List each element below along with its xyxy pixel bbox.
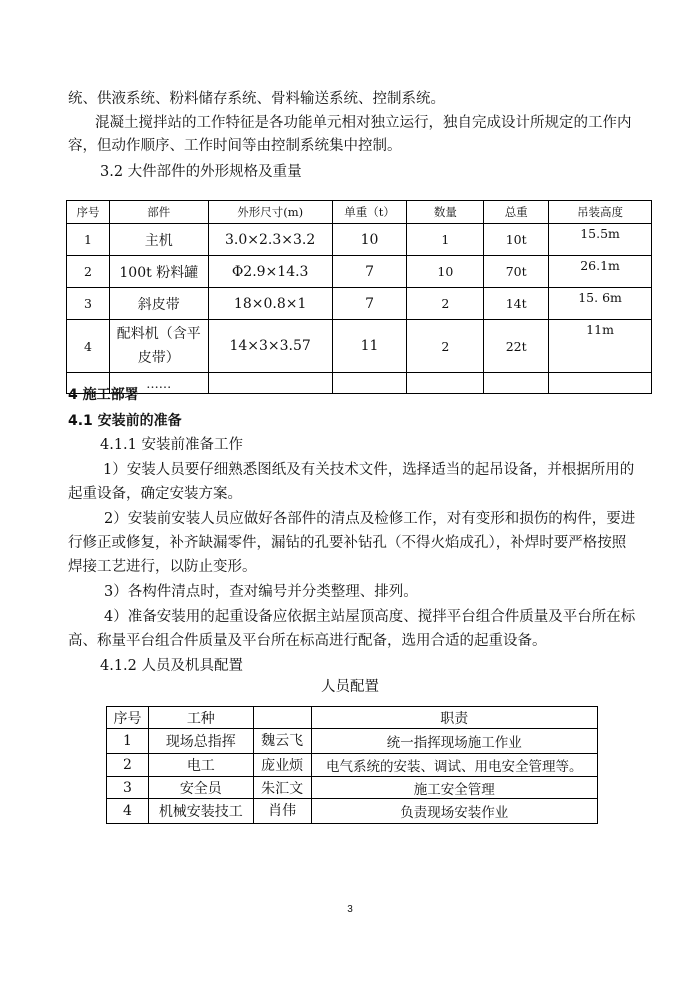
col-header-duty: 职责 bbox=[311, 707, 597, 729]
section-4-1-2-title: 4.1.2 人员及机具配置 bbox=[100, 658, 244, 674]
cell-size: Φ2.9×14.3 bbox=[208, 256, 332, 288]
cell-name: 魏云飞 bbox=[253, 729, 311, 754]
cell-no: 4 bbox=[107, 799, 149, 824]
cell-qty: 2 bbox=[407, 320, 484, 373]
cell-unit-weight: 11 bbox=[332, 320, 407, 373]
col-header-size: 外形尺寸(m) bbox=[208, 201, 332, 224]
cell-height: 26.1m bbox=[549, 256, 652, 288]
cell-trade: 机械安装技工 bbox=[148, 799, 253, 824]
cell-total bbox=[484, 373, 549, 394]
cell-trade: 现场总指挥 bbox=[148, 729, 253, 754]
table-header-row bbox=[107, 707, 598, 729]
cell-qty: 2 bbox=[407, 288, 484, 320]
cell-size: 3.0×2.3×3.2 bbox=[208, 224, 332, 256]
cell-duty: 负责现场安装作业 bbox=[311, 799, 597, 824]
cell-total: 10t bbox=[484, 224, 549, 256]
list-item-line: 4）准备安装用的起重设备应依据主站屋顶高度、搅拌平台组合件质量及平台所在标 bbox=[104, 609, 636, 625]
cell-height bbox=[549, 373, 652, 394]
list-item-line: 焊接工艺进行，以防止变形。 bbox=[68, 559, 257, 575]
col-header-trade: 工种 bbox=[148, 707, 253, 729]
cell-unit-weight: 10 bbox=[332, 224, 407, 256]
cell-part-line: 皮带） bbox=[137, 350, 180, 366]
equipment-table bbox=[66, 200, 652, 394]
col-header-height: 吊装高度 bbox=[549, 201, 652, 224]
cell-trade: 电工 bbox=[148, 754, 253, 777]
table-row bbox=[107, 799, 598, 824]
cell-unit-weight: 7 bbox=[332, 288, 407, 320]
list-item-line: 2）安装前安装人员应做好各部件的清点及检修工作，对有变形和损伤的构件，要进 bbox=[104, 511, 636, 527]
section-4-1-1-title: 4.1.1 安装前准备工作 bbox=[100, 437, 244, 453]
cell-no: 2 bbox=[107, 754, 149, 777]
cell-trade: 安全员 bbox=[148, 777, 253, 799]
cell-height: 15.5m bbox=[549, 224, 652, 256]
col-header-unit-weight: 单重（t） bbox=[332, 201, 407, 224]
table-row bbox=[67, 288, 652, 320]
list-item-line: 3）各构件清点时，查对编号并分类整理、排列。 bbox=[104, 584, 418, 600]
cell-qty bbox=[407, 373, 484, 394]
cell-unit-weight: 7 bbox=[332, 256, 407, 288]
cell-duty: 施工安全管理 bbox=[311, 777, 597, 799]
paragraph-line: 容，但动作顺序、工作时间等由控制系统集中控制。 bbox=[68, 138, 402, 154]
col-header-no: 序号 bbox=[67, 201, 110, 224]
table-row bbox=[67, 373, 652, 394]
cell-no: 1 bbox=[67, 224, 110, 256]
cell-no: 2 bbox=[67, 256, 110, 288]
cell-ellipsis: …… bbox=[109, 373, 208, 394]
paragraph-line: 混凝土搅拌站的工作特征是各功能单元相对独立运行，独自完成设计所规定的工作内 bbox=[95, 115, 632, 131]
col-header-qty: 数量 bbox=[407, 201, 484, 224]
cell-part bbox=[109, 320, 208, 373]
staff-table-caption: 人员配置 bbox=[321, 679, 379, 695]
cell-part: 斜皮带 bbox=[109, 288, 208, 320]
cell-name: 庞业烦 bbox=[253, 754, 311, 777]
cell-no: 4 bbox=[67, 320, 110, 373]
page-number: 3 bbox=[347, 904, 353, 915]
cell-height: 11m bbox=[549, 320, 652, 373]
cell-no: 1 bbox=[107, 729, 149, 754]
list-item-line: 行修正或修复，补齐缺漏零件，漏钻的孔要补钻孔（不得火焰成孔），补焊时要严格按照 bbox=[68, 535, 627, 551]
table-row bbox=[67, 256, 652, 288]
cell-total: 70t bbox=[484, 256, 549, 288]
section-4-title: 4 施工部署 bbox=[68, 387, 139, 403]
table-header-row bbox=[67, 201, 652, 224]
cell-unit-weight bbox=[332, 373, 407, 394]
list-item-line: 1）安装人员要仔细熟悉图纸及有关技术文件，选择适当的起吊设备，并根据所用的 bbox=[103, 462, 635, 478]
table-row bbox=[107, 777, 598, 799]
cell-size bbox=[208, 373, 332, 394]
cell-name: 朱汇文 bbox=[253, 777, 311, 799]
cell-total: 14t bbox=[484, 288, 549, 320]
cell-size: 14×3×3.57 bbox=[208, 320, 332, 373]
col-header-part: 部件 bbox=[109, 201, 208, 224]
cell-part-line: 配料机（含平 bbox=[116, 326, 201, 342]
cell-name: 肖伟 bbox=[253, 799, 311, 824]
cell-total: 22t bbox=[484, 320, 549, 373]
section-3-2-title: 3.2 大件部件的外形规格及重量 bbox=[100, 164, 302, 180]
col-header-name bbox=[253, 707, 311, 729]
cell-no: 3 bbox=[107, 777, 149, 799]
list-item-line: 高、称量平台组合件质量及平台所在标高进行配备，选用合适的起重设备。 bbox=[68, 633, 547, 649]
cell-part: 100t 粉料罐 bbox=[109, 256, 208, 288]
cell-no: 3 bbox=[67, 288, 110, 320]
list-item-line: 起重设备，确定安装方案。 bbox=[68, 486, 242, 502]
paragraph-line: 统、供液系统、粉料储存系统、骨料输送系统、控制系统。 bbox=[68, 91, 445, 107]
table-row bbox=[107, 754, 598, 777]
col-header-no: 序号 bbox=[107, 707, 149, 729]
cell-height: 15. 6m bbox=[549, 288, 652, 320]
cell-duty: 统一指挥现场施工作业 bbox=[311, 729, 597, 754]
col-header-total: 总重 bbox=[484, 201, 549, 224]
cell-size: 18×0.8×1 bbox=[208, 288, 332, 320]
table-row bbox=[67, 320, 652, 373]
section-4-1-title: 4.1 安装前的准备 bbox=[68, 413, 182, 429]
table-row bbox=[67, 224, 652, 256]
staff-table bbox=[106, 706, 598, 824]
cell-part: 主机 bbox=[109, 224, 208, 256]
cell-qty: 1 bbox=[407, 224, 484, 256]
cell-qty: 10 bbox=[407, 256, 484, 288]
cell-duty: 电气系统的安装、调试、用电安全管理等。 bbox=[311, 754, 597, 777]
table-row bbox=[107, 729, 598, 754]
